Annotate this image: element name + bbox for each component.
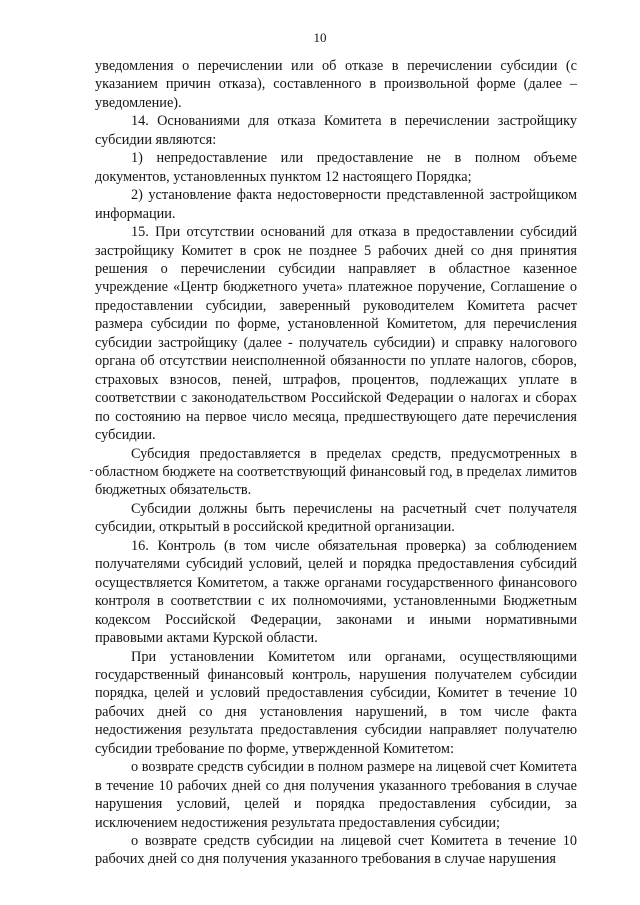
paragraph-14-heading: 14. Основаниями для отказа Комитета в перечислении застройщику субсидии являются: [95,113,577,148]
paragraph-continuation: уведомления о перечислении или об отказе в перечислении субсидии (с указанием причин отказа), составленного в произвольной форме (далее – уведомление). [95,58,577,111]
list-item-2: 2) установление факта недостоверности представленной застройщиком информации. [95,187,577,222]
paragraph-15: 15. При отсутствии оснований для отказа в предоставлении субсидий застройщику Комитет в срок не позднее 5 рабочих дней со дня принятия решения о перечислении субсидии направляет в областное казенное учреждение «Центр бюджетного учета» платежное поручение, Соглашение о предоставлении субсидии, заверенный руководителем Комитета расчет размера субсидии по форме, установленной Комитетом, для перечисления субсидии застройщику (далее - получатель субсидии) и справку налогового органа об отсутствии неисполненной обязанности по уплате налогов, сборов, страховых взносов, пеней, штрафов, процентов, подлежащих уплате в соответствии с законодательством Российской Федерации о налогах и сборах по состоянию на первое число месяца, предшествующего дате перечисления субсидии. [95,224,577,444]
document-body [95,57,577,869]
paragraph-subsidy-limits: Субсидия предоставляется в пределах средств, предусмотренных в областном бюджете на соответствующий финансовый год, в пределах лимитов бюджетных обязательств. [95,445,577,499]
scan-speck [90,470,93,471]
list-item-1: 1) непредоставление или предоставление не в полном объеме документов, установленных пунктом 12 настоящего Порядка; [95,150,577,185]
paragraph-full-refund: о возврате средств субсидии в полном размере на лицевой счет Комитета в течение 10 рабочих дней со дня получения указанного требования в случае нарушения условий, целей и порядка предоставления субсидии, за исключением недостижения результата предоставления субсидии; [95,759,577,831]
paragraph-partial-refund: о возврате средств субсидии на лицевой счет Комитета в течение 10 рабочих дней со дня получения указанного требования в случае нарушения [95,833,577,868]
page-number: 10 [313,30,327,45]
paragraph-16: 16. Контроль (в том числе обязательная проверка) за соблюдением получателями субсидий условий, целей и порядка предоставления субсидий осуществляется Комитетом, а также органами государственного финансового контроля в соответствии с их полномочиями, установленными Бюджетным кодексом Российской Федерации, законами и иными нормативными правовыми актами Курской области. [95,537,577,647]
paragraph-transfer-account: Субсидии должны быть перечислены на расчетный счет получателя субсидии, открытый в российской кредитной организации. [95,500,577,536]
paragraph-violation: При установлении Комитетом или органами, осуществляющими государственный финансовый контроль, нарушения получателем субсидии порядка, целей и условий предоставления субсидии, Комитет в течение 10 рабочих дней со дня установления нарушений, в том числе факта недостижения результата предоставления субсидии направляет получателю субсидии требование по форме, утвержденной Комитетом: [95,648,577,757]
